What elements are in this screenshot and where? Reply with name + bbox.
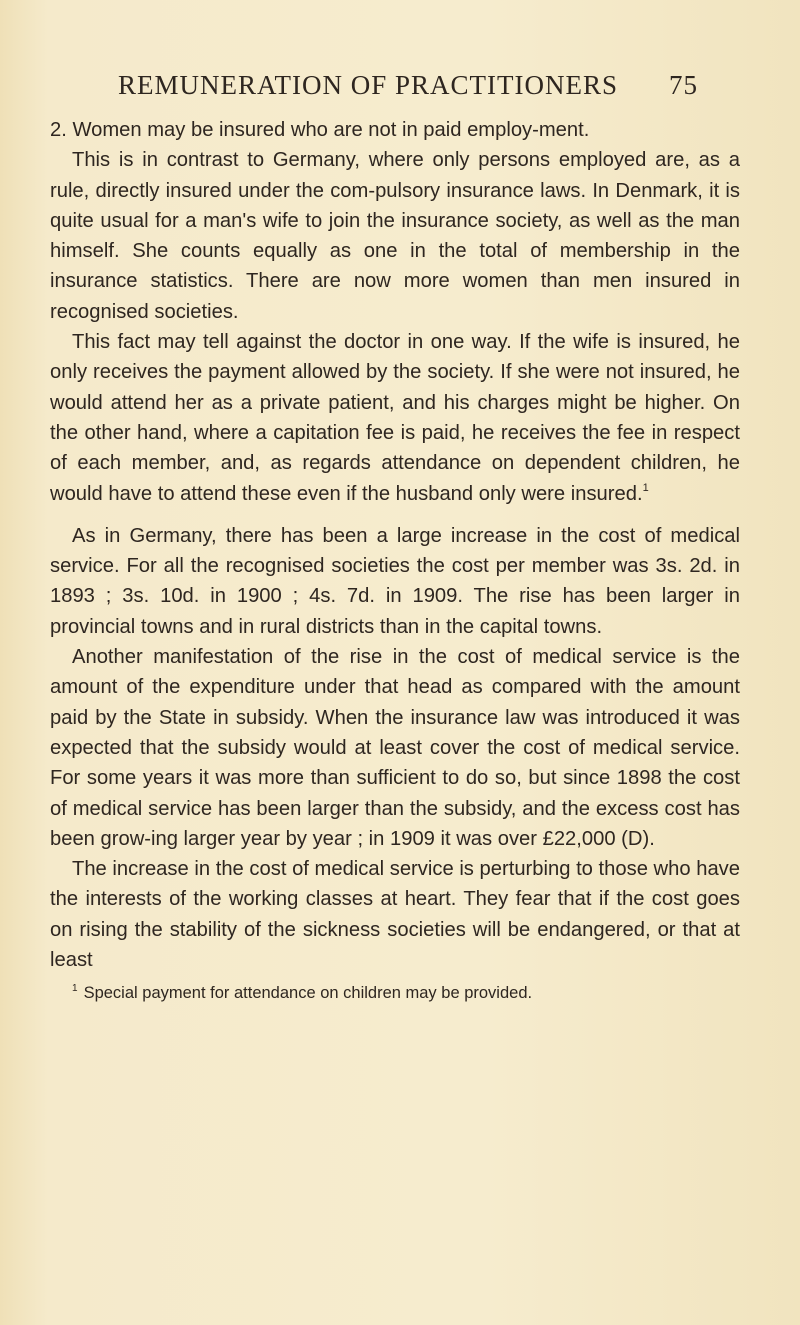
footnote-mark: 1 [72,983,78,995]
paragraph-subsidy: Another manifestation of the rise in the cost of medical service is the amount of the expenditure under that head as compared with the amount paid by the State in subsidy. When the insurance law was introduced it was expected that the subsidy would at least cover the cost of medical service. For some years it was more than sufficient to do so, but since 1898 the cost of medical service has been larger than the subsidy, and the excess cost has been grow-ing larger year by year ; in 1909 it was over £22,000 (D). [50,646,740,850]
footnote [50,977,740,1005]
footnote-text: Special payment for attendance on children may be provided. [83,984,533,1003]
paragraph-cost-increase: As in Germany, there has been a large increase in the cost of medical service. For all the recognised societies the cost per member was 3s. 2d. in 1893 ; 3s. 10d. in 1900 ; 4s. 7d. in 1909. The rise has been larger in provincial towns and in rural districts than in the capital towns. [50,524,740,638]
footnote-reference: 1 [642,481,649,494]
page-number: 75 [669,70,698,100]
body-text [50,115,740,1005]
paragraph-perturbing: The increase in the cost of medical service is perturbing to those who have the interests of the working classes at heart. They fear that if the cost goes on rising the stability of the sickness societies will be endangered, or that at least [50,858,740,972]
paragraph-germany-contrast: This is in contrast to Germany, where only persons employed are, as a rule, directly insured under the com-pulsory insurance laws. In Denmark, it is quite usual for a man's wife to join the insurance society, as well as the man himself. She counts equally as one in the total of membership in the insurance statistics. There are now more women than men insured in recognised societies. [50,149,740,323]
running-header [118,70,698,101]
paragraph-doctor-effect-text: This fact may tell against the doctor in one way. If the wife is insured, he only receives the payment allowed by the society. If she were not insured, he would attend her as a private patient, and his charges might be higher. On the other hand, where a capitation fee is paid, he receives the fee in respect of each member, and, as regards attendance on dependent children, he would have to attend these even if the husband only were insured. [50,331,740,505]
running-title: REMUNERATION OF PRACTITIONERS [118,70,619,100]
paragraph-point-2: 2. Women may be insured who are not in paid employ-ment. [50,119,590,141]
paragraph-doctor-effect [50,327,740,509]
